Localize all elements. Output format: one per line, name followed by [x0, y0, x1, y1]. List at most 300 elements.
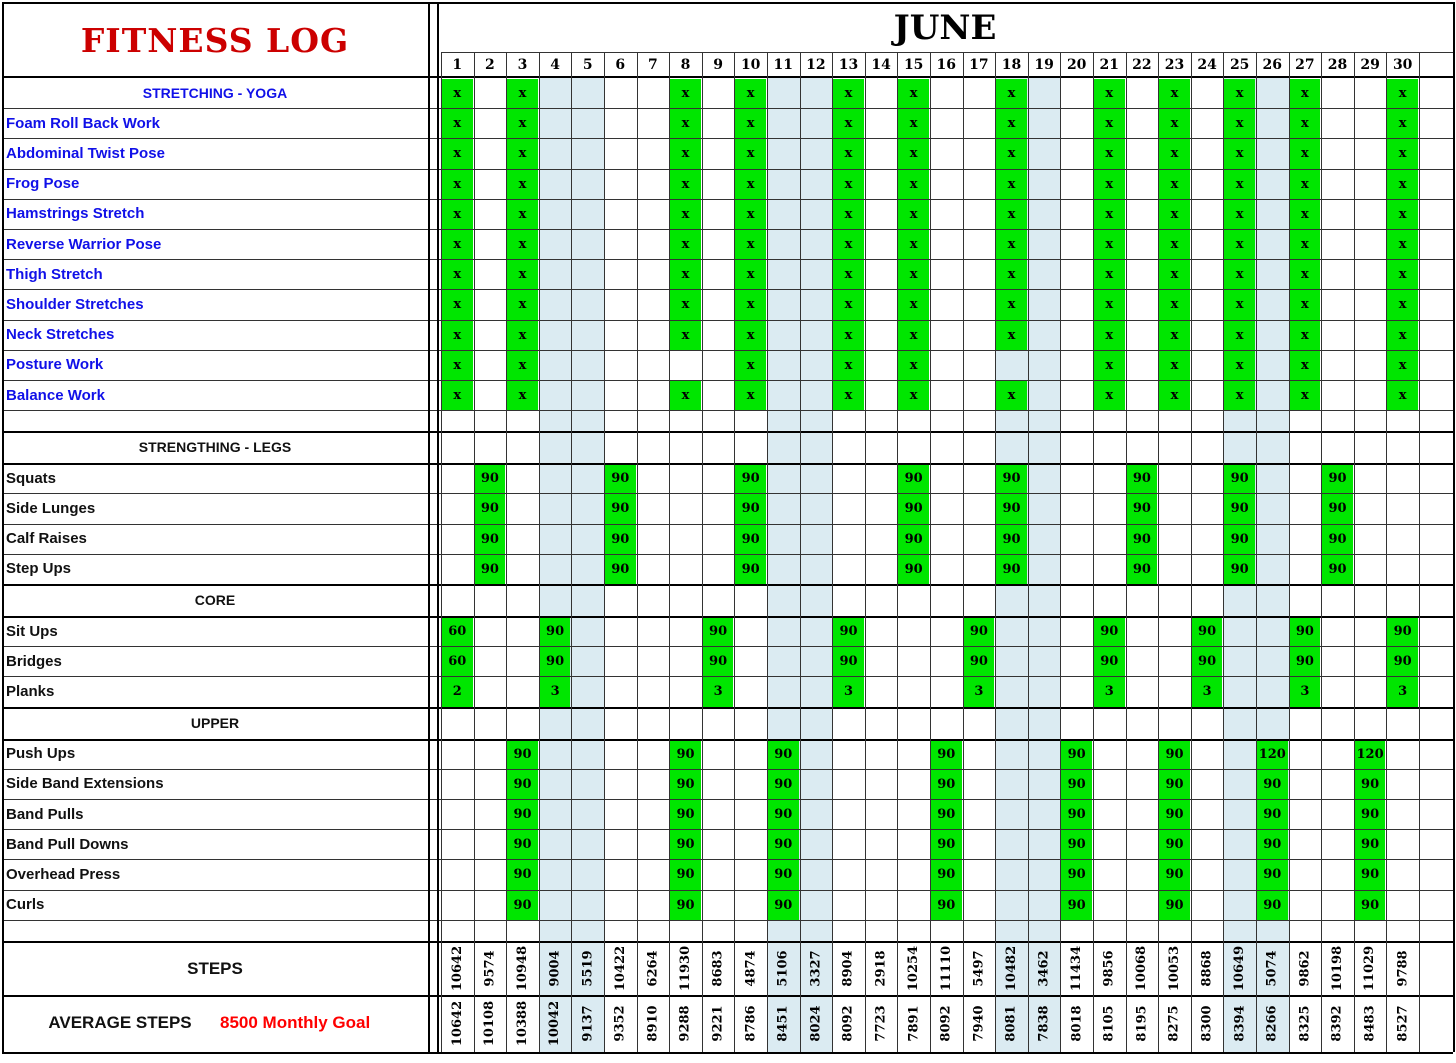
completed-cell[interactable]: 90 — [605, 525, 636, 554]
day-header-22: 22 — [1132, 57, 1152, 73]
completed-cell[interactable]: x — [996, 139, 1027, 168]
steps-value-text: 8683 — [710, 950, 726, 987]
section-header: CORE — [194, 592, 236, 608]
completed-cell[interactable]: 90 — [1159, 860, 1190, 889]
completed-cell[interactable]: x — [1290, 170, 1321, 199]
completed-cell[interactable]: 90 — [1094, 647, 1125, 676]
completed-cell[interactable]: 90 — [768, 860, 799, 889]
steps-value-text: 10422 — [612, 946, 628, 992]
completed-cell[interactable]: x — [1094, 109, 1125, 138]
completed-cell[interactable]: 90 — [898, 494, 929, 523]
completed-cell[interactable]: x — [1290, 79, 1321, 108]
completed-cell[interactable]: 90 — [768, 770, 799, 799]
completed-cell[interactable]: 90 — [475, 555, 506, 584]
steps-value — [1223, 943, 1256, 995]
completed-cell[interactable]: 90 — [768, 740, 799, 769]
completed-cell[interactable]: x — [898, 351, 929, 380]
completed-cell[interactable]: 3 — [1290, 677, 1321, 706]
completed-cell[interactable]: 3 — [833, 677, 864, 706]
completed-cell[interactable]: x — [833, 351, 864, 380]
completed-cell[interactable]: 90 — [898, 555, 929, 584]
completed-cell[interactable]: 90 — [670, 800, 701, 829]
completed-cell[interactable]: x — [996, 260, 1027, 289]
completed-cell[interactable]: x — [1387, 139, 1418, 168]
average-steps-value — [734, 995, 767, 1052]
completed-cell[interactable]: x — [1224, 139, 1255, 168]
completed-cell[interactable]: x — [1159, 381, 1190, 410]
completed-cell[interactable]: x — [507, 170, 538, 199]
completed-cell[interactable]: x — [898, 170, 929, 199]
completed-cell[interactable]: x — [833, 381, 864, 410]
completed-cell[interactable]: x — [1224, 170, 1255, 199]
completed-cell[interactable]: 90 — [1355, 830, 1386, 859]
average-steps-value — [1354, 995, 1387, 1052]
completed-cell[interactable]: x — [1224, 79, 1255, 108]
average-steps-label: AVERAGE STEPS — [48, 1013, 192, 1033]
completed-cell[interactable]: 90 — [1159, 830, 1190, 859]
completed-cell[interactable]: 90 — [996, 464, 1027, 493]
day-header-27: 27 — [1295, 57, 1315, 73]
completed-cell[interactable]: 60 — [442, 647, 473, 676]
completed-cell[interactable]: 90 — [475, 525, 506, 554]
completed-cell[interactable]: x — [1094, 170, 1125, 199]
completed-cell[interactable]: 90 — [670, 830, 701, 859]
completed-cell[interactable]: 90 — [507, 830, 538, 859]
average-steps-value-text: 8092 — [938, 1005, 954, 1042]
completed-cell[interactable]: x — [1290, 381, 1321, 410]
completed-cell[interactable]: 90 — [1061, 770, 1092, 799]
completed-cell[interactable]: 3 — [1094, 677, 1125, 706]
completed-cell[interactable]: x — [1159, 170, 1190, 199]
completed-cell[interactable]: x — [833, 139, 864, 168]
completed-cell[interactable]: 90 — [931, 860, 962, 889]
completed-cell[interactable]: 90 — [1355, 860, 1386, 889]
completed-cell[interactable]: x — [1387, 351, 1418, 380]
completed-cell[interactable]: 90 — [540, 617, 571, 646]
steps-value-text: 10254 — [906, 946, 922, 992]
completed-cell[interactable]: x — [898, 109, 929, 138]
average-steps-value-text: 8092 — [840, 1005, 856, 1042]
completed-cell[interactable]: 90 — [1290, 647, 1321, 676]
completed-cell[interactable]: 90 — [1322, 494, 1353, 523]
completed-cell[interactable]: x — [1094, 260, 1125, 289]
completed-cell[interactable]: x — [996, 381, 1027, 410]
completed-cell[interactable]: 90 — [1224, 464, 1255, 493]
completed-cell[interactable]: x — [1387, 260, 1418, 289]
completed-cell[interactable]: x — [1094, 200, 1125, 229]
completed-cell[interactable]: 3 — [1387, 677, 1418, 706]
completed-cell[interactable]: 90 — [898, 464, 929, 493]
completed-cell[interactable]: x — [833, 109, 864, 138]
completed-cell[interactable]: x — [1224, 351, 1255, 380]
completed-cell[interactable]: x — [735, 290, 766, 319]
completed-cell[interactable]: x — [1387, 170, 1418, 199]
steps-value-text: 9862 — [1297, 950, 1313, 987]
completed-cell[interactable]: x — [996, 109, 1027, 138]
steps-value — [702, 943, 735, 995]
completed-cell[interactable]: x — [833, 79, 864, 108]
completed-cell[interactable]: x — [1224, 290, 1255, 319]
completed-cell[interactable]: 90 — [1322, 525, 1353, 554]
grid-line — [2, 799, 1453, 800]
completed-cell[interactable]: x — [1387, 200, 1418, 229]
completed-cell[interactable]: 90 — [931, 740, 962, 769]
completed-cell[interactable]: x — [1094, 351, 1125, 380]
completed-cell[interactable]: x — [1290, 139, 1321, 168]
completed-cell[interactable]: 90 — [1159, 740, 1190, 769]
completed-cell[interactable]: x — [670, 290, 701, 319]
completed-cell[interactable]: 90 — [670, 770, 701, 799]
completed-cell[interactable]: x — [898, 290, 929, 319]
completed-cell[interactable]: 90 — [507, 860, 538, 889]
completed-cell[interactable]: x — [898, 381, 929, 410]
average-steps-value — [1028, 995, 1061, 1052]
completed-cell[interactable]: 3 — [540, 677, 571, 706]
grid-line — [2, 2, 4, 1052]
completed-cell[interactable]: x — [898, 321, 929, 350]
grid-line — [2, 616, 1453, 618]
completed-cell[interactable]: x — [996, 200, 1027, 229]
completed-cell[interactable]: 90 — [507, 740, 538, 769]
completed-cell[interactable]: 90 — [670, 740, 701, 769]
completed-cell[interactable]: x — [507, 139, 538, 168]
completed-cell[interactable]: x — [833, 200, 864, 229]
completed-cell[interactable]: 90 — [670, 860, 701, 889]
completed-cell[interactable]: x — [1159, 351, 1190, 380]
completed-cell[interactable]: x — [1159, 260, 1190, 289]
section-header: UPPER — [190, 714, 240, 731]
average-steps-value-text: 8786 — [743, 1005, 759, 1042]
completed-cell[interactable]: x — [735, 200, 766, 229]
completed-cell[interactable]: 90 — [1224, 494, 1255, 523]
completed-cell[interactable]: 90 — [605, 555, 636, 584]
completed-cell[interactable]: 90 — [964, 617, 995, 646]
completed-cell[interactable]: x — [670, 170, 701, 199]
completed-cell[interactable]: x — [1290, 109, 1321, 138]
grid-line — [2, 676, 1453, 677]
completed-cell[interactable]: 90 — [833, 617, 864, 646]
completed-cell[interactable]: x — [1387, 381, 1418, 410]
exercise-label: Planks — [6, 682, 55, 700]
completed-cell[interactable]: 90 — [931, 770, 962, 799]
completed-cell[interactable]: 90 — [996, 555, 1027, 584]
completed-cell[interactable]: x — [670, 321, 701, 350]
completed-cell[interactable]: 90 — [735, 525, 766, 554]
completed-cell[interactable]: 90 — [1257, 770, 1288, 799]
completed-cell[interactable]: 90 — [703, 617, 734, 646]
completed-cell[interactable]: 90 — [1387, 647, 1418, 676]
completed-cell[interactable]: 90 — [1192, 617, 1223, 646]
completed-cell[interactable]: x — [1387, 230, 1418, 259]
completed-cell[interactable]: 90 — [1061, 860, 1092, 889]
completed-cell[interactable]: x — [735, 170, 766, 199]
completed-cell[interactable]: 90 — [833, 647, 864, 676]
completed-cell[interactable]: 90 — [507, 891, 538, 920]
completed-cell[interactable]: 90 — [1257, 800, 1288, 829]
completed-cell[interactable]: 3 — [964, 677, 995, 706]
completed-cell[interactable]: 90 — [931, 830, 962, 859]
completed-cell[interactable]: x — [507, 200, 538, 229]
completed-cell[interactable]: x — [507, 290, 538, 319]
completed-cell[interactable]: 90 — [1257, 860, 1288, 889]
completed-cell[interactable]: x — [735, 139, 766, 168]
exercise-label: Squats — [6, 469, 57, 487]
completed-cell[interactable]: 90 — [996, 494, 1027, 523]
completed-cell[interactable]: 90 — [1322, 555, 1353, 584]
completed-cell[interactable]: x — [996, 170, 1027, 199]
completed-cell[interactable]: 90 — [475, 494, 506, 523]
completed-cell[interactable]: x — [1159, 200, 1190, 229]
completed-cell[interactable]: x — [670, 79, 701, 108]
completed-cell[interactable]: x — [833, 290, 864, 319]
completed-cell[interactable]: x — [735, 321, 766, 350]
completed-cell[interactable]: 90 — [1290, 617, 1321, 646]
completed-cell[interactable]: x — [1094, 290, 1125, 319]
exercise-label: Side Lunges — [6, 499, 96, 517]
grid-line — [1223, 52, 1224, 1052]
completed-cell[interactable]: x — [833, 260, 864, 289]
completed-cell[interactable]: 90 — [1127, 494, 1158, 523]
completed-cell[interactable]: x — [898, 260, 929, 289]
completed-cell[interactable]: x — [1094, 230, 1125, 259]
steps-value-text: 11930 — [677, 946, 693, 992]
completed-cell[interactable]: 90 — [507, 800, 538, 829]
completed-cell[interactable]: x — [1159, 139, 1190, 168]
completed-cell[interactable]: x — [1387, 290, 1418, 319]
day-header-12: 12 — [806, 57, 826, 73]
completed-cell[interactable]: x — [442, 230, 473, 259]
completed-cell[interactable]: 90 — [768, 891, 799, 920]
completed-cell[interactable]: x — [898, 79, 929, 108]
completed-cell[interactable]: x — [1290, 260, 1321, 289]
completed-cell[interactable]: x — [442, 321, 473, 350]
completed-cell[interactable]: x — [833, 230, 864, 259]
steps-value-text: 2918 — [873, 950, 889, 987]
completed-cell[interactable]: 90 — [1061, 800, 1092, 829]
grid-line — [441, 52, 1453, 53]
completed-cell[interactable]: 90 — [1094, 617, 1125, 646]
completed-cell[interactable]: 90 — [1127, 464, 1158, 493]
completed-cell[interactable]: x — [442, 381, 473, 410]
completed-cell[interactable]: 90 — [735, 555, 766, 584]
completed-cell[interactable]: x — [1387, 109, 1418, 138]
steps-value-text: 10053 — [1166, 946, 1182, 992]
day-header-10: 10 — [740, 57, 761, 73]
steps-value — [669, 943, 702, 995]
exercise-label: Abdominal Twist Pose — [6, 144, 165, 162]
average-steps-value-text: 8394 — [1232, 1005, 1248, 1042]
completed-cell[interactable]: x — [1290, 200, 1321, 229]
completed-cell[interactable]: x — [1387, 321, 1418, 350]
completed-cell[interactable]: 120 — [1257, 740, 1288, 769]
average-steps-value — [571, 995, 604, 1052]
grid-line — [539, 52, 540, 1052]
average-steps-value-text: 8300 — [1199, 1005, 1215, 1042]
completed-cell[interactable]: 90 — [1322, 464, 1353, 493]
completed-cell[interactable]: x — [442, 139, 473, 168]
completed-cell[interactable]: x — [1224, 200, 1255, 229]
completed-cell[interactable]: x — [442, 351, 473, 380]
completed-cell[interactable]: x — [1159, 321, 1190, 350]
completed-cell[interactable]: x — [507, 351, 538, 380]
completed-cell[interactable]: x — [1159, 290, 1190, 319]
grid-line — [2, 646, 1453, 647]
completed-cell[interactable]: x — [442, 79, 473, 108]
completed-cell[interactable]: x — [735, 351, 766, 380]
grid-line — [865, 52, 866, 1052]
completed-cell[interactable]: x — [1094, 381, 1125, 410]
steps-value — [734, 943, 767, 995]
completed-cell[interactable]: x — [442, 170, 473, 199]
completed-cell[interactable]: 90 — [964, 647, 995, 676]
day-header-8: 8 — [680, 57, 691, 73]
average-steps-value-text: 7891 — [906, 1005, 922, 1042]
completed-cell[interactable]: x — [507, 381, 538, 410]
completed-cell[interactable]: 90 — [540, 647, 571, 676]
completed-cell[interactable]: 90 — [1355, 891, 1386, 920]
completed-cell[interactable]: x — [833, 321, 864, 350]
completed-cell[interactable]: x — [898, 230, 929, 259]
completed-cell[interactable]: x — [996, 230, 1027, 259]
completed-cell[interactable]: x — [735, 79, 766, 108]
completed-cell[interactable]: x — [507, 109, 538, 138]
completed-cell[interactable]: x — [1159, 230, 1190, 259]
average-steps-value-text: 8325 — [1297, 1005, 1313, 1042]
completed-cell[interactable]: x — [670, 109, 701, 138]
completed-cell[interactable]: x — [670, 200, 701, 229]
completed-cell[interactable]: 90 — [768, 830, 799, 859]
grid-line — [2, 493, 1453, 494]
completed-cell[interactable]: 90 — [1355, 800, 1386, 829]
completed-cell[interactable]: x — [1290, 230, 1321, 259]
completed-cell[interactable]: 90 — [670, 891, 701, 920]
grid-line — [2, 259, 1453, 260]
completed-cell[interactable]: 90 — [1387, 617, 1418, 646]
completed-cell[interactable]: x — [1224, 109, 1255, 138]
completed-cell[interactable]: 90 — [1061, 830, 1092, 859]
average-steps-value — [800, 995, 833, 1052]
completed-cell[interactable]: x — [735, 109, 766, 138]
completed-cell[interactable]: x — [1224, 381, 1255, 410]
completed-cell[interactable]: 90 — [996, 525, 1027, 554]
completed-cell[interactable]: x — [1094, 321, 1125, 350]
completed-cell[interactable]: 3 — [703, 677, 734, 706]
completed-cell[interactable]: x — [1094, 79, 1125, 108]
completed-cell[interactable]: x — [735, 381, 766, 410]
completed-cell[interactable]: x — [735, 260, 766, 289]
completed-cell[interactable]: x — [670, 381, 701, 410]
completed-cell[interactable]: 90 — [605, 464, 636, 493]
grid-line — [2, 108, 1453, 109]
completed-cell[interactable]: 90 — [703, 647, 734, 676]
exercise-label: Side Band Extensions — [6, 775, 164, 793]
completed-cell[interactable]: x — [996, 79, 1027, 108]
steps-value — [571, 943, 604, 995]
steps-value-text: 9574 — [482, 950, 498, 987]
completed-cell[interactable]: 90 — [1257, 830, 1288, 859]
completed-cell[interactable]: 90 — [475, 464, 506, 493]
completed-cell[interactable]: 90 — [1159, 891, 1190, 920]
steps-value — [1191, 943, 1224, 995]
average-steps-value-text: 8105 — [1101, 1005, 1117, 1042]
completed-cell[interactable]: x — [1290, 321, 1321, 350]
grid-line — [1028, 52, 1029, 1052]
completed-cell[interactable]: x — [442, 200, 473, 229]
completed-cell[interactable]: 2 — [442, 677, 473, 706]
completed-cell[interactable]: x — [507, 230, 538, 259]
completed-cell[interactable]: x — [1387, 79, 1418, 108]
completed-cell[interactable]: 90 — [1159, 770, 1190, 799]
completed-cell[interactable]: 90 — [931, 800, 962, 829]
completed-cell[interactable]: 90 — [735, 494, 766, 523]
completed-cell[interactable]: 90 — [735, 464, 766, 493]
completed-cell[interactable]: 90 — [1224, 555, 1255, 584]
completed-cell[interactable]: x — [442, 260, 473, 289]
grid-line — [930, 52, 931, 1052]
completed-cell[interactable]: 90 — [507, 770, 538, 799]
completed-cell[interactable]: x — [670, 230, 701, 259]
completed-cell[interactable]: 90 — [605, 494, 636, 523]
completed-cell[interactable]: 90 — [898, 525, 929, 554]
day-header-9: 9 — [713, 57, 723, 73]
completed-cell[interactable]: x — [996, 321, 1027, 350]
completed-cell[interactable]: x — [1159, 109, 1190, 138]
completed-cell[interactable]: x — [833, 170, 864, 199]
completed-cell[interactable]: 90 — [1355, 770, 1386, 799]
completed-cell[interactable]: 90 — [1224, 525, 1255, 554]
completed-cell[interactable]: x — [442, 290, 473, 319]
completed-cell[interactable]: x — [1290, 290, 1321, 319]
completed-cell[interactable]: 120 — [1355, 740, 1386, 769]
day-header-18: 18 — [1001, 57, 1022, 73]
completed-cell[interactable]: x — [507, 260, 538, 289]
completed-cell[interactable]: x — [507, 79, 538, 108]
completed-cell[interactable]: x — [670, 139, 701, 168]
completed-cell[interactable]: 60 — [442, 617, 473, 646]
completed-cell[interactable]: 3 — [1192, 677, 1223, 706]
completed-cell[interactable]: 90 — [931, 891, 962, 920]
average-steps-value — [539, 995, 572, 1052]
completed-cell[interactable]: x — [670, 260, 701, 289]
completed-cell[interactable]: x — [507, 321, 538, 350]
completed-cell[interactable]: 90 — [1127, 555, 1158, 584]
steps-value-text: 10642 — [449, 946, 465, 992]
completed-cell[interactable]: 90 — [1061, 740, 1092, 769]
exercise-label: Foam Roll Back Work — [6, 114, 160, 132]
completed-cell[interactable]: x — [996, 290, 1027, 319]
completed-cell[interactable]: 90 — [768, 800, 799, 829]
completed-cell[interactable]: 90 — [1257, 891, 1288, 920]
completed-cell[interactable]: x — [1224, 321, 1255, 350]
completed-cell[interactable]: x — [1159, 79, 1190, 108]
completed-cell[interactable]: 90 — [1061, 891, 1092, 920]
completed-cell[interactable]: 90 — [1192, 647, 1223, 676]
completed-cell[interactable]: x — [898, 200, 929, 229]
grid-line — [2, 941, 1453, 943]
completed-cell[interactable]: x — [1224, 230, 1255, 259]
completed-cell[interactable]: x — [1094, 139, 1125, 168]
completed-cell[interactable]: 90 — [1159, 800, 1190, 829]
completed-cell[interactable]: x — [1290, 351, 1321, 380]
steps-label: STEPS — [187, 958, 243, 978]
completed-cell[interactable]: x — [1224, 260, 1255, 289]
completed-cell[interactable]: x — [898, 139, 929, 168]
completed-cell[interactable]: 90 — [1127, 525, 1158, 554]
completed-cell[interactable]: x — [735, 230, 766, 259]
completed-cell[interactable]: x — [442, 109, 473, 138]
grid-line — [2, 524, 1453, 525]
average-steps-value — [669, 995, 702, 1052]
